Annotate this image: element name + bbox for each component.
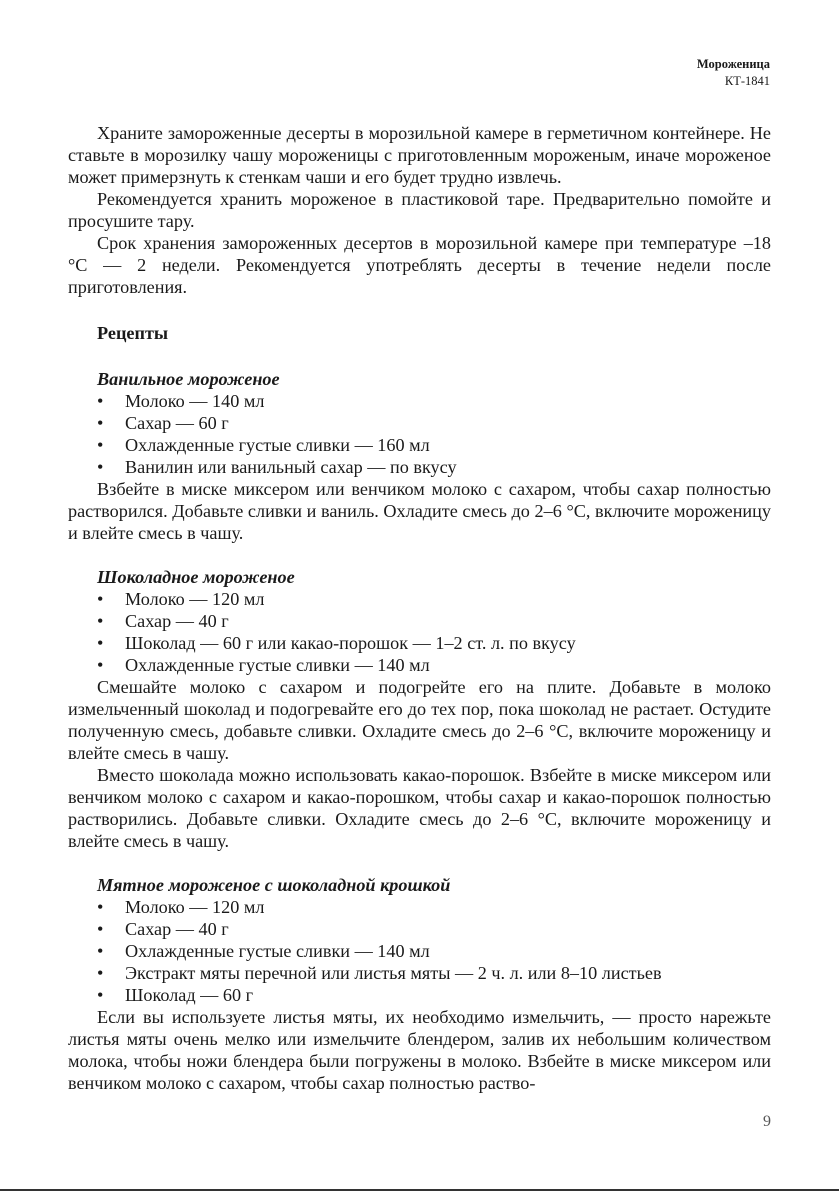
recipe-step: Вместо шоколада можно использовать какао-порошок. Взбейте в миске миксером или венчиком молоко с сахаром и какао-порошком, чтобы сахар и какао-порошок полностью растворились. Добавьте сливки. Охладите смесь до 2–6 °С, включите мороженицу и влейте смесь в чашу. [68, 765, 771, 851]
storage-paragraph: Рекомендуется хранить мороженое в пластиковой таре. Предварительно помойте и просушите тару. [68, 189, 771, 231]
ingredient-item: • Сахар — 60 г [68, 412, 771, 434]
recipe-title: Шоколадное мороженое [97, 567, 295, 587]
recipe-title: Мятное мороженое с шоколадной крошкой [97, 875, 451, 895]
ingredient-item: • Шоколад — 60 г или какао-порошок — 1–2 ст. л. по вкусу [68, 632, 771, 654]
storage-paragraph: Храните замороженные десерты в морозильной камере в герметичном контейнере. Не ставьте в морозилку чашу мороженицы с приготовленным мороженым, иначе мороженое может примерзнуть к стенкам чаши и его будет трудно извлечь. [68, 123, 771, 187]
storage-paragraph: Срок хранения замороженных десертов в морозильной камере при температуре –18 °С — 2 недели. Рекомендуется употреблять десерты в течение недели после приготовления. [68, 233, 771, 297]
section-title: Рецепты [97, 323, 169, 343]
product-title: Мороженица [696, 57, 770, 71]
ingredient-item: • Охлажденные густые сливки — 140 мл [68, 654, 771, 676]
ingredient-item: • Молоко — 120 мл [68, 896, 771, 918]
ingredient-item: • Экстракт мяты перечной или листья мяты — 2 ч. л. или 8–10 листьев [68, 962, 771, 984]
ingredient-item: • Сахар — 40 г [68, 918, 771, 940]
ingredient-item: • Охлажденные густые сливки — 160 мл [68, 434, 771, 456]
product-model: КТ-1841 [724, 74, 770, 88]
page-body [68, 122, 771, 1094]
ingredient-item: • Молоко — 140 мл [68, 390, 771, 412]
ingredient-item: • Молоко — 120 мл [68, 588, 771, 610]
ingredient-list [68, 588, 771, 676]
ingredient-item: • Сахар — 40 г [68, 610, 771, 632]
ingredient-item: • Шоколад — 60 г [68, 984, 771, 1006]
ingredient-item: • Охлажденные густые сливки — 140 мл [68, 940, 771, 962]
recipe-title: Ванильное мороженое [97, 369, 280, 389]
recipe-step: Смешайте молоко с сахаром и подогрейте его на плите. Добавьте в молоко измельченный шоколад и подогревайте его до тех пор, пока шоколад не растает. Остудите полученную смесь, добавьте сливки. Охладите смесь до 2–6 °С, включите мороженицу и влейте смесь в чашу. [68, 677, 771, 763]
recipe-step: Взбейте в миске миксером или венчиком молоко с сахаром, чтобы сахар полностью растворился. Добавьте сливки и ваниль. Охладите смесь до 2–6 °С, включите мороженицу и влейте смесь в чашу. [68, 479, 771, 543]
ingredient-item: • Ванилин или ванильный сахар — по вкусу [68, 456, 771, 478]
recipe-step: Если вы используете листья мяты, их необходимо измельчить, — просто нарежьте листья мяты очень мелко или измельчите блендером, залив их небольшим количеством молока, чтобы ножи блендера были погружены в молоко. Взбейте в миске миксером или венчиком молоко с сахаром, чтобы сахар полностью раство- [68, 1007, 771, 1093]
ingredient-list [68, 896, 771, 1006]
page-number: 9 [763, 1113, 771, 1130]
ingredient-list [68, 390, 771, 478]
page-header [697, 56, 770, 90]
